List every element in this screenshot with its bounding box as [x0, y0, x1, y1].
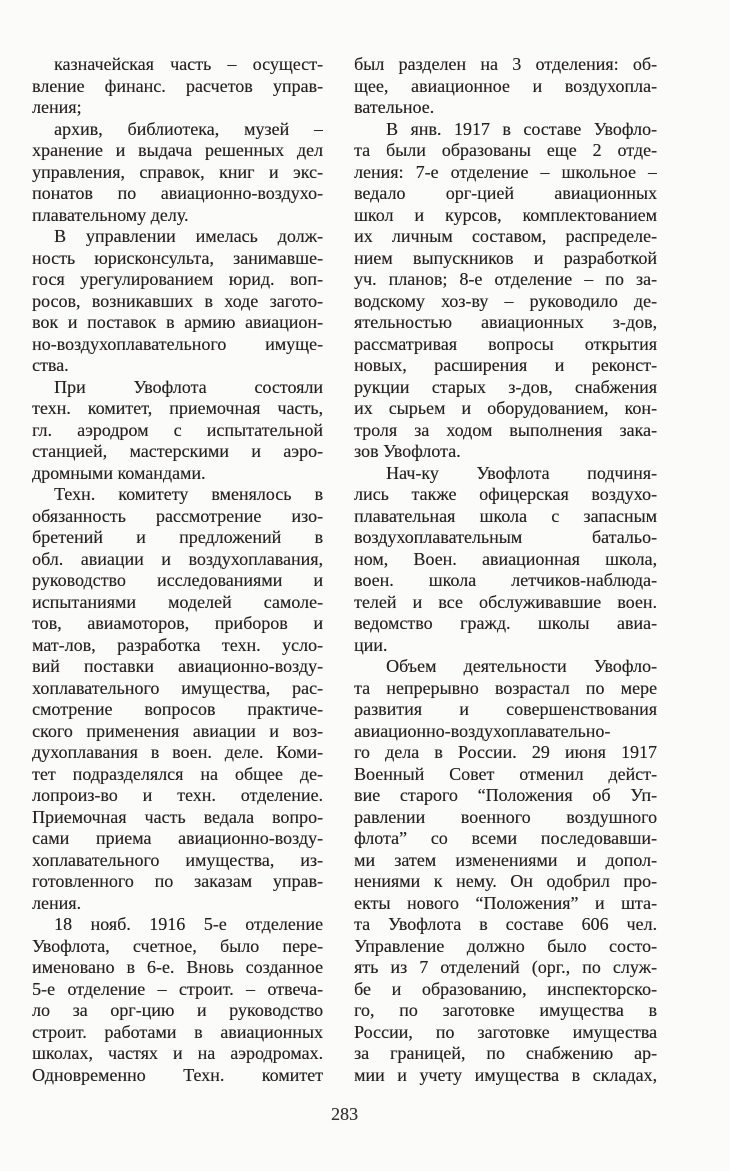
text-line: вий поставки авиационно-возду-	[32, 656, 323, 676]
text-line: ведало орг-цией авиационных	[354, 183, 657, 203]
text-line: нениями к нему. Он одобрил про-	[354, 871, 657, 891]
text-line: ского применения авиации и воз-	[32, 720, 323, 741]
text-line: школах, частях и на аэродромах.	[32, 1043, 323, 1063]
text-line: архив, библиотека, музей –	[54, 118, 323, 139]
text-line: ло за орг-цию и руководство	[32, 1000, 323, 1020]
text-line: за границей, по снабжению ар-	[354, 1043, 657, 1063]
text-line: воен. школа летчиков-наблюда-	[354, 570, 657, 590]
text-line: равлении военного воздушного	[354, 806, 657, 827]
text-line: готовленного по заказам управ-	[32, 871, 323, 891]
text-line: та были образованы еще 2 отде-	[354, 140, 657, 160]
text-line: В янв. 1917 в составе Увофло-	[386, 118, 657, 139]
text-line: вок и поставок в армию авиацион-	[32, 312, 323, 332]
text-line: плавательная школа с запасным	[354, 505, 657, 526]
text-line: Управление должно было состо-	[354, 935, 657, 956]
text-line: 5-е отделение – строит. – отвеча-	[32, 978, 323, 999]
text-line: обл. авиации и воздухоплавания,	[32, 548, 323, 569]
text-line: дромными командами.	[32, 462, 206, 483]
text-line: испытаниями моделей самоле-	[32, 591, 323, 612]
text-line: их личным составом, распределе-	[354, 226, 657, 246]
text-line: плавательному делу.	[32, 204, 189, 225]
text-line: ном, Воен. авиационная школа,	[354, 548, 657, 569]
text-line: вие старого “Положения об Уп-	[354, 785, 657, 805]
text-line: бретений и предложений в	[32, 527, 323, 547]
text-line: водскому хоз-ву – руководило де-	[354, 290, 657, 311]
text-line: станцией, мастерскими и аэро-	[32, 441, 323, 461]
text-line: школ и курсов, комплектованием	[354, 204, 657, 225]
text-column-right	[354, 54, 657, 1086]
text-line: развития и совершенствования	[354, 699, 657, 719]
text-line: понатов по авиационно-воздухо-	[32, 183, 323, 203]
text-line: техн. комитет, приемочная часть,	[32, 398, 323, 418]
text-line: Увофлота, счетное, было пере-	[32, 935, 323, 956]
text-line: При Увофлота состояли	[54, 376, 323, 397]
text-line: обязанность рассмотрение изо-	[32, 505, 323, 526]
text-line: Военный Совет отменил дейст-	[354, 763, 657, 784]
text-line: мат-лов, разработка техн. усло-	[32, 634, 323, 655]
text-line: ления;	[32, 97, 82, 117]
text-line: го, по заготовке имущества в	[354, 1000, 657, 1020]
text-line: руководство исследованиями и	[32, 570, 323, 590]
text-line: ми затем изменениями и допол-	[354, 849, 657, 870]
text-line: вательное.	[354, 97, 435, 117]
text-line: авиационно-воздухоплавательно-	[354, 720, 611, 741]
text-line: уч. планов; 8-е отделение – по за-	[354, 269, 657, 289]
text-line: ления: 7-е отделение – школьное –	[354, 161, 657, 182]
text-line: лопроиз-во и техн. отделение.	[32, 785, 323, 805]
text-line: был разделен на 3 отделения: об-	[354, 54, 657, 74]
text-line: ведомство гражд. школы авиа-	[354, 613, 657, 633]
text-line: Одновременно Техн. комитет	[32, 1064, 323, 1085]
text-line: та Увофлота в составе 606 чел.	[354, 914, 657, 934]
text-line: строит. работами в авиационных	[32, 1021, 323, 1042]
text-line: гл. аэродром с испытательной	[32, 419, 323, 440]
text-line: хранение и выдача решенных дел	[32, 140, 323, 160]
text-line: управления, справок, книг и экс-	[32, 161, 323, 182]
text-column-left	[32, 54, 323, 1086]
text-line: екты нового “Положения” и шта-	[354, 892, 657, 913]
text-line: флота” со всеми последовавши-	[354, 828, 657, 848]
text-line: го дела в России. 29 июня 1917	[354, 742, 657, 762]
text-line: рассматривая вопросы открытия	[354, 333, 657, 354]
text-line: казначейская часть – осущест-	[54, 54, 323, 74]
text-line: тет подразделялся на общее де-	[32, 763, 323, 784]
text-line: вление финанс. расчетов управ-	[32, 75, 323, 96]
text-line: их сырьем и оборудованием, кон-	[354, 398, 657, 418]
text-line: Нач-ку Увофлота подчиня-	[386, 462, 657, 483]
text-line: зов Увофлота.	[354, 441, 461, 461]
text-line: 18 нояб. 1916 5-е отделение	[54, 914, 323, 934]
text-line: духоплавания в воен. деле. Коми-	[32, 742, 323, 762]
text-line: воздухоплавательным батальо-	[354, 527, 657, 547]
text-line: хоплавательного имущества, рас-	[32, 677, 323, 698]
text-line: ства.	[32, 355, 69, 375]
page-number: 283	[331, 1104, 358, 1124]
text-line: троля за ходом выполнения зака-	[354, 419, 657, 440]
text-line: телей и все обслуживавшие воен.	[354, 591, 657, 612]
text-line: Приемочная часть ведала вопро-	[32, 806, 323, 827]
text-line: В управлении имелась долж-	[54, 226, 323, 246]
text-line: лись также офицерская воздухо-	[354, 484, 657, 504]
text-line: та непрерывно возрастал по мере	[354, 677, 657, 698]
text-line: сами приема авиационно-возду-	[32, 828, 323, 848]
text-line: Техн. комитету вменялось в	[54, 484, 323, 504]
text-line: смотрение вопросов практиче-	[32, 699, 323, 719]
text-line: нием выпускников и разработкой	[354, 247, 657, 268]
text-line: хоплавательного имущества, из-	[32, 849, 323, 870]
text-line: но-воздухоплавательного имуще-	[32, 333, 323, 354]
text-line: мии и учету имущества в складах,	[354, 1064, 657, 1085]
text-line: ятельностью авиационных з-дов,	[354, 312, 657, 332]
text-line: тов, авиамоторов, приборов и	[32, 613, 323, 633]
text-line: бе и образованию, инспекторско-	[354, 978, 657, 999]
text-line: новых, расширения и реконст-	[354, 355, 657, 375]
text-line: ления.	[32, 892, 82, 913]
text-line: щее, авиационное и воздухопла-	[354, 75, 657, 96]
text-line: ность юрисконсульта, занимавше-	[32, 247, 323, 268]
text-line: ять из 7 отделений (орг., по служ-	[354, 957, 657, 977]
text-line: Объем деятельности Увофло-	[386, 656, 657, 676]
text-line: ции.	[354, 634, 388, 655]
text-line: росов, возникавших в ходе загото-	[32, 290, 323, 311]
text-line: рукции старых з-дов, снабжения	[354, 376, 657, 397]
text-line: России, по заготовке имущества	[354, 1021, 657, 1042]
text-line: гося урегулированием юрид. воп-	[32, 269, 323, 289]
text-line: именовано в 6-е. Вновь созданное	[32, 957, 323, 977]
